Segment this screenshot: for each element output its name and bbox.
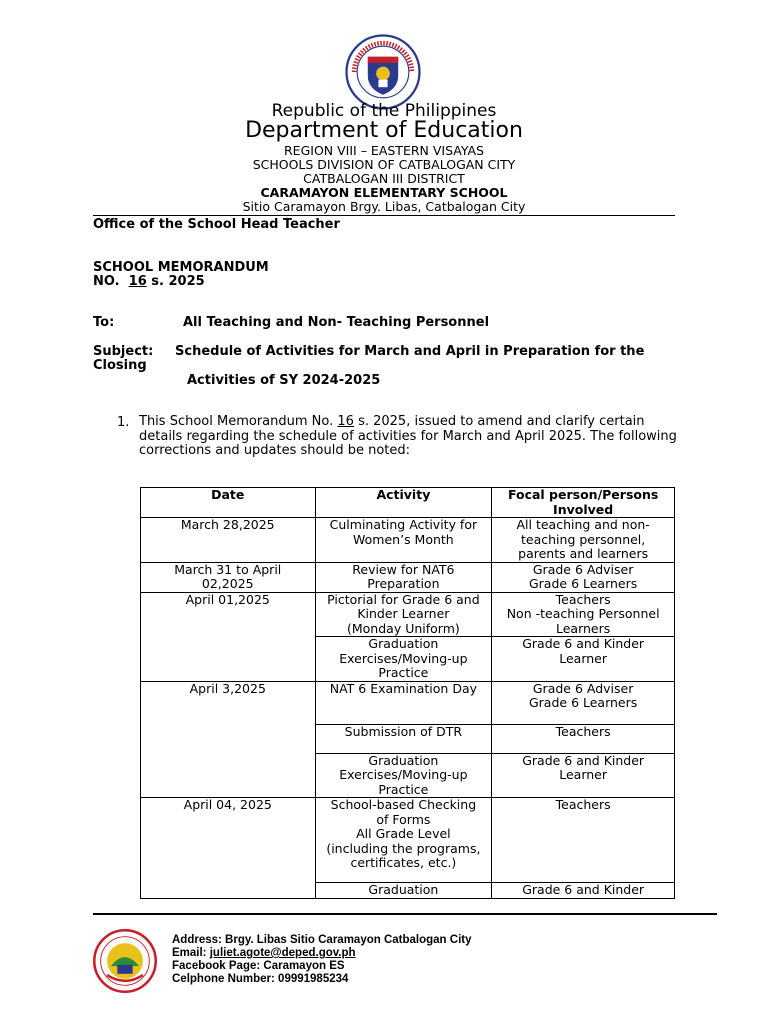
district-line: CATBALOGAN III DISTRICT: [303, 171, 465, 186]
body-line-1: [139, 415, 684, 430]
cell-activity: Culminating Activity for Women’s Month: [315, 518, 492, 563]
cell-activity: Graduation Exercises/Moving-up Practice: [315, 753, 492, 798]
cell-focal: Grade 6 Adviser Grade 6 Learners: [492, 562, 675, 592]
body-text: This School Memorandum No.: [139, 414, 334, 429]
cell-date: April 01,2025: [141, 592, 316, 681]
body-line-3: corrections and updates should be noted:: [139, 443, 411, 458]
header-activity: Activity: [315, 488, 492, 518]
cell-focal: Teachers: [492, 798, 675, 883]
table-row: [141, 798, 675, 883]
cell-focal: Teachers Non -teaching Personnel Learners: [492, 592, 675, 637]
subject-line-1: Schedule of Activities for March and April in Preparation for the: [175, 344, 645, 359]
cell-activity: NAT 6 Examination Day: [315, 681, 492, 724]
table-row: [141, 518, 675, 563]
footer-email: [172, 947, 356, 959]
cell-focal: Grade 6 and Kinder: [492, 883, 675, 899]
republic-heading: Republic of the Philippines: [271, 101, 497, 121]
cell-activity: School-based Checking of Forms All Grade Level (including the programs, certificates, etc.): [315, 798, 492, 883]
cell-activity: Graduation Exercises/Moving-up Practice: [315, 637, 492, 682]
department-heading: Department of Education: [245, 118, 523, 143]
table-header-row: [141, 488, 675, 518]
cell-focal: All teaching and non- teaching personnel, parents and learners: [492, 518, 675, 563]
to-label: To:: [93, 315, 115, 330]
office-line: Office of the School Head Teacher: [93, 217, 340, 232]
cell-focal: Grade 6 and Kinder Learner: [492, 753, 675, 798]
cell-activity: Review for NAT6 Preparation: [315, 562, 492, 592]
to-value: All Teaching and Non- Teaching Personnel: [183, 315, 490, 330]
subject-label: Subject:: [93, 344, 154, 359]
cell-activity: Submission of DTR: [315, 724, 492, 753]
cell-date: April 04, 2025: [141, 798, 316, 899]
cell-date: April 3,2025: [141, 681, 316, 798]
cell-date: March 31 to April 02,2025: [141, 562, 316, 592]
footer-email-label: Email:: [172, 947, 207, 959]
cell-activity: Pictorial for Grade 6 and Kinder Learner (Monday Uniform): [315, 592, 492, 637]
footer-facebook: Facebook Page: Caramayon ES: [172, 960, 345, 972]
schedule-table: [140, 487, 675, 899]
memo-no-label: NO.: [93, 274, 120, 289]
body-text: s. 2025, issued to amend and clarify certain: [358, 414, 645, 429]
footer-address: Address: Brgy. Libas Sitio Caramayon Catbalogan City: [172, 934, 472, 946]
subject-line-3: Activities of SY 2024-2025: [187, 373, 381, 388]
body-paragraph: [139, 415, 684, 459]
body-memo-no: 16: [337, 414, 354, 429]
cell-focal: Teachers: [492, 724, 675, 753]
item-number: 1.: [117, 415, 130, 430]
cell-focal: Grade 6 and Kinder Learner: [492, 637, 675, 682]
footer-email-link[interactable]: juliet.agote@deped.gov.ph: [209, 947, 356, 959]
cell-date: March 28,2025: [141, 518, 316, 563]
table-row: [141, 681, 675, 724]
header-divider: [93, 215, 675, 216]
school-name: CARAMAYON ELEMENTARY SCHOOL: [260, 185, 508, 200]
memo-no-suffix: s. 2025: [151, 274, 205, 289]
subject-line-2: Closing: [93, 358, 147, 373]
cell-focal: Grade 6 Adviser Grade 6 Learners: [492, 681, 675, 724]
memo-number: [93, 274, 205, 289]
division-line: SCHOOLS DIVISION OF CATBALOGAN CITY: [252, 157, 516, 172]
cell-activity: Graduation: [315, 883, 492, 899]
footer-divider: [93, 913, 717, 915]
memo-title: SCHOOL MEMORANDUM: [93, 260, 269, 275]
school-seal-logo: [93, 929, 157, 993]
deped-seal-logo: [345, 34, 421, 110]
header-focal: Focal person/Persons Involved: [492, 488, 675, 518]
school-address: Sitio Caramayon Brgy. Libas, Catbalogan City: [242, 199, 526, 214]
region-line: REGION VIII – EASTERN VISAYAS: [284, 143, 484, 158]
footer-phone: Celphone Number: 09991985234: [172, 973, 349, 985]
body-line-2: details regarding the schedule of activities for March and April 2025. The following: [139, 428, 677, 444]
header-date: Date: [141, 488, 316, 518]
memo-no-value: 16: [128, 274, 147, 289]
table-row: [141, 592, 675, 637]
table-row: [141, 562, 675, 592]
